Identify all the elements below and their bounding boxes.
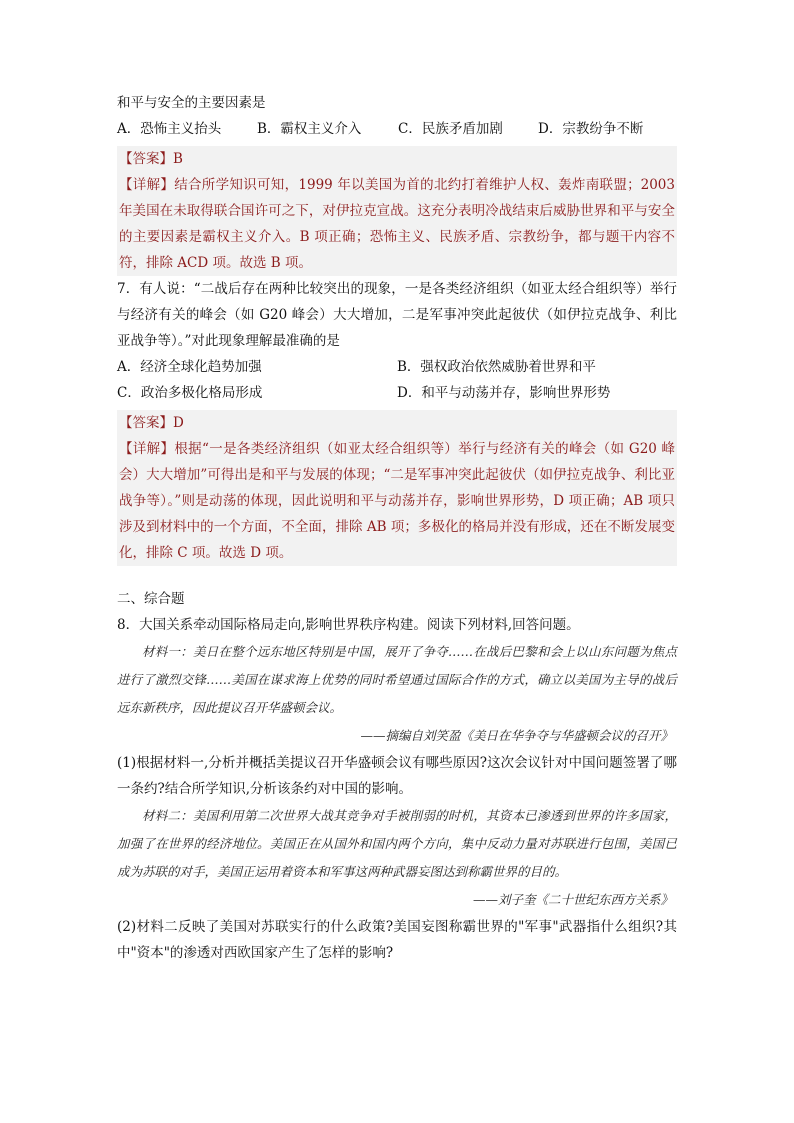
q8-stem: 8．大国关系牵动国际格局走向,影响世界秩序构建。阅读下列材料,回答问题。 — [117, 617, 580, 633]
q6-options — [117, 116, 677, 142]
material-one-source: ——摘编自刘笑盈《美日在华争夺与华盛顿会议的召开》 — [360, 728, 673, 743]
q7-detail: 【详解】根据“一是各类经济组织（如亚太经合组织等）举行与经济有关的峰会（如 G20 峰会）大大增加”可得出是和平与发展的体现；“二是军事冲突此起彼伏（如伊拉克战争、利比亚战争等）。”则是动荡的体现，因此说明和平与动荡并存，影响世界形势，D 项正确；AB 项只涉及到材料中的一个方面，不全面，排除 AB 项；多极化的格局并没有形成，还在不断发展变化，排除 C 项。故选 D 项。 — [119, 441, 675, 561]
q6-detail: 【详解】结合所学知识可知，1999 年以美国为首的北约打着维护人权、轰炸南联盟；2003 年美国在未取得联合国许可之下，对伊拉克宣战。这充分表明冷战结束后威胁世界和平与安全的主要因素是霸权主义介入。B 项正确；恐怖主义、民族矛盾、宗教纷争，都与题干内容不符，排除 ACD 项。故选 B 项。 — [119, 177, 675, 271]
material-two-source: ——刘子奎《二十世纪东西方关系》 — [472, 892, 673, 907]
q6-stem-tail: 和平与安全的主要因素是 — [117, 95, 266, 111]
section-title: 二、综合题 — [117, 591, 185, 607]
material-two: 材料二：美国利用第二次世界大战其竞争对手被削弱的时机，其资本已渗透到世界的许多国家，加强了在世界的经济地位。美国正在从国外和国内两个方向，集中反动力量对苏联进行包围，美国已成为苏联的对手，美国正运用着资本和军事这两种武器妄图达到称霸世界的目的。 — [117, 808, 677, 879]
q7-option-c: C．政治多极化格局形成 — [117, 385, 263, 401]
q7-stem: 7．有人说：“二战后存在两种比较突出的现象，一是各类经济组织（如亚太经合组织等）举行与经济有关的峰会（如 G20 峰会）大大增加，二是军事冲突此起彼伏（如伊拉克战争、利比亚战争等）。”对此现象理解最准确的是 — [117, 281, 677, 349]
sub-question-2: (2)材料二反映了美国对苏联实行的什么政策?美国妄图称霸世界的"军事"武器指什么组织?其中"资本"的渗透对西欧国家产生了怎样的影响? — [117, 919, 677, 961]
sub-question-1: (1)根据材料一,分析并概括美提议召开华盛顿会议有哪些原因?这次会议针对中国问题签署了哪一条约?结合所学知识,分析该条约对中国的影响。 — [117, 755, 677, 797]
material-one: 材料一：美日在整个远东地区特别是中国，展开了争夺……在战后巴黎和会上以山东问题为焦点进行了激烈交锋……美国在谋求海上优势的同时希望通过国际合作的方式，确立以美国为主导的战后远东新秩序，因此提议召开华盛顿会议。 — [117, 644, 677, 715]
q7-options-row2 — [117, 380, 677, 406]
q7-option-d: D．和平与动荡并存，影响世界形势 — [397, 385, 611, 401]
q6-answer-box — [117, 146, 677, 276]
q7-options-row1 — [117, 354, 677, 380]
q7-answer-box — [117, 410, 677, 566]
q7-option-b: B．强权政治依然威胁着世界和平 — [397, 359, 596, 375]
q6-answer: 【答案】B — [119, 151, 183, 167]
q7-option-a: A．经济全球化趋势加强 — [117, 359, 262, 375]
document-page — [117, 90, 677, 966]
q7-answer: 【答案】D — [119, 415, 184, 431]
q6-option-d: D．宗教纷争不断 — [538, 121, 644, 137]
q6-option-a: A．恐怖主义抬头 — [117, 121, 222, 137]
q6-option-b: B．霸权主义介入 — [257, 121, 362, 137]
q6-option-c: C．民族矛盾加剧 — [398, 121, 503, 137]
